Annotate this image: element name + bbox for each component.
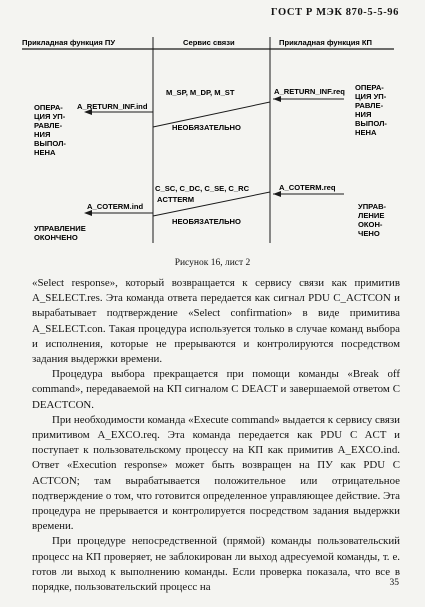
primitive-return-req: A_RETURN_INF.req xyxy=(274,87,345,96)
document-header: ГОСТ Р МЭК 870-5-5-96 xyxy=(270,7,399,18)
svg-text:ЧЕНО: ЧЕНО xyxy=(358,229,380,238)
page-number: 35 xyxy=(389,578,399,588)
note-left-top xyxy=(34,103,66,157)
paragraph: При необходимости команда «Execute command» выдается к сервису связи примитивом A_EXCO.req. Эта команда передается как PDU C ACT и поступает к пользовательскому процессу на КП как примитив A_EXCO.ind. Ответ «Execution response» может быть возвращен на ПУ как PDU C ACTCON; там вырабатывается положительное или отрицательное подтверждение о том, что готовится определенное управляющее действие. Эта процедура не прерывается и контролируется посредством задания выдержки времени. xyxy=(32,413,400,533)
svg-text:ЦИЯ УП-: ЦИЯ УП- xyxy=(355,92,387,101)
pdu-label-2a: C_SC, C_DC, C_SE, C_RC xyxy=(155,184,250,193)
svg-text:ВЫПОЛ-: ВЫПОЛ- xyxy=(34,139,66,148)
column-header-middle: Сервис связи xyxy=(183,38,235,47)
svg-text:РАВЛЕ-: РАВЛЕ- xyxy=(355,101,384,110)
return-req-arrowhead xyxy=(273,96,281,102)
body-text xyxy=(32,276,400,595)
optional-label-1: НЕОБЯЗАТЕЛЬНО xyxy=(172,123,241,132)
primitive-coterm-req: A_COTERM.req xyxy=(279,183,336,192)
svg-text:ЦИЯ УП-: ЦИЯ УП- xyxy=(34,112,66,121)
svg-text:УПРАВ-: УПРАВ- xyxy=(358,202,387,211)
note-right-top xyxy=(355,83,387,137)
note-right-bottom xyxy=(358,202,387,238)
svg-text:ОКОНЧЕНО: ОКОНЧЕНО xyxy=(34,233,78,242)
column-header-right: Прикладная функция КП xyxy=(279,38,373,47)
primitive-return-ind: A_RETURN_INF.ind xyxy=(77,102,148,111)
paragraph: При процедуре непосредственной (прямой) команды пользовательский процесс на КП проверяет, не заблокирован ли выход адресуемой команды, т. е. готов ли выход к выполнению команды. Если проверка показала, что все в порядке, пользовательский процесс на xyxy=(32,535,400,594)
paragraph: Процедура выбора прекращается при помощи команды «Break off command», передаваемой на КП сигналом C DEACT и завершаемой ответом C DEACTCON. xyxy=(32,368,400,411)
figure-caption: Рисунок 16, лист 2 xyxy=(174,258,251,268)
paragraph: «Select response», который возвращается к сервису связи как примитив A_SELECT.res. Эта команда ответа передается как сигнал PDU C_ACTCON и вырабатывает подтверждение «Select confirmation» в виде примитива A_SELECT.con. Такая процедура используется только в случае команд выбора и исполнения, которые не прерываются и контролируются посредством задания выдержки времени. xyxy=(32,277,400,366)
svg-text:ОПЕРА-: ОПЕРА- xyxy=(355,83,384,92)
svg-text:НИЯ: НИЯ xyxy=(34,130,51,139)
column-header-left: Прикладная функция ПУ xyxy=(22,38,116,47)
svg-text:УПРАВЛЕНИЕ: УПРАВЛЕНИЕ xyxy=(34,224,86,233)
svg-text:ЛЕНИЕ: ЛЕНИЕ xyxy=(358,211,385,220)
svg-text:НЕНА: НЕНА xyxy=(355,128,377,137)
pdu-label-2b: ACTTERM xyxy=(157,195,195,204)
svg-text:НЕНА: НЕНА xyxy=(34,148,56,157)
svg-text:ОПЕРА-: ОПЕРА- xyxy=(34,103,63,112)
svg-text:РАВЛЕ-: РАВЛЕ- xyxy=(34,121,63,130)
optional-label-2: НЕОБЯЗАТЕЛЬНО xyxy=(172,217,241,226)
svg-text:ОКОН-: ОКОН- xyxy=(358,220,383,229)
sequence-diagram xyxy=(0,0,425,262)
note-left-bottom xyxy=(34,224,86,242)
svg-text:ВЫПОЛ-: ВЫПОЛ- xyxy=(355,119,387,128)
pdu-label-1: M_SP, M_DP, M_ST xyxy=(166,88,235,97)
svg-text:НИЯ: НИЯ xyxy=(355,110,372,119)
primitive-coterm-ind: A_COTERM.ind xyxy=(87,202,144,211)
